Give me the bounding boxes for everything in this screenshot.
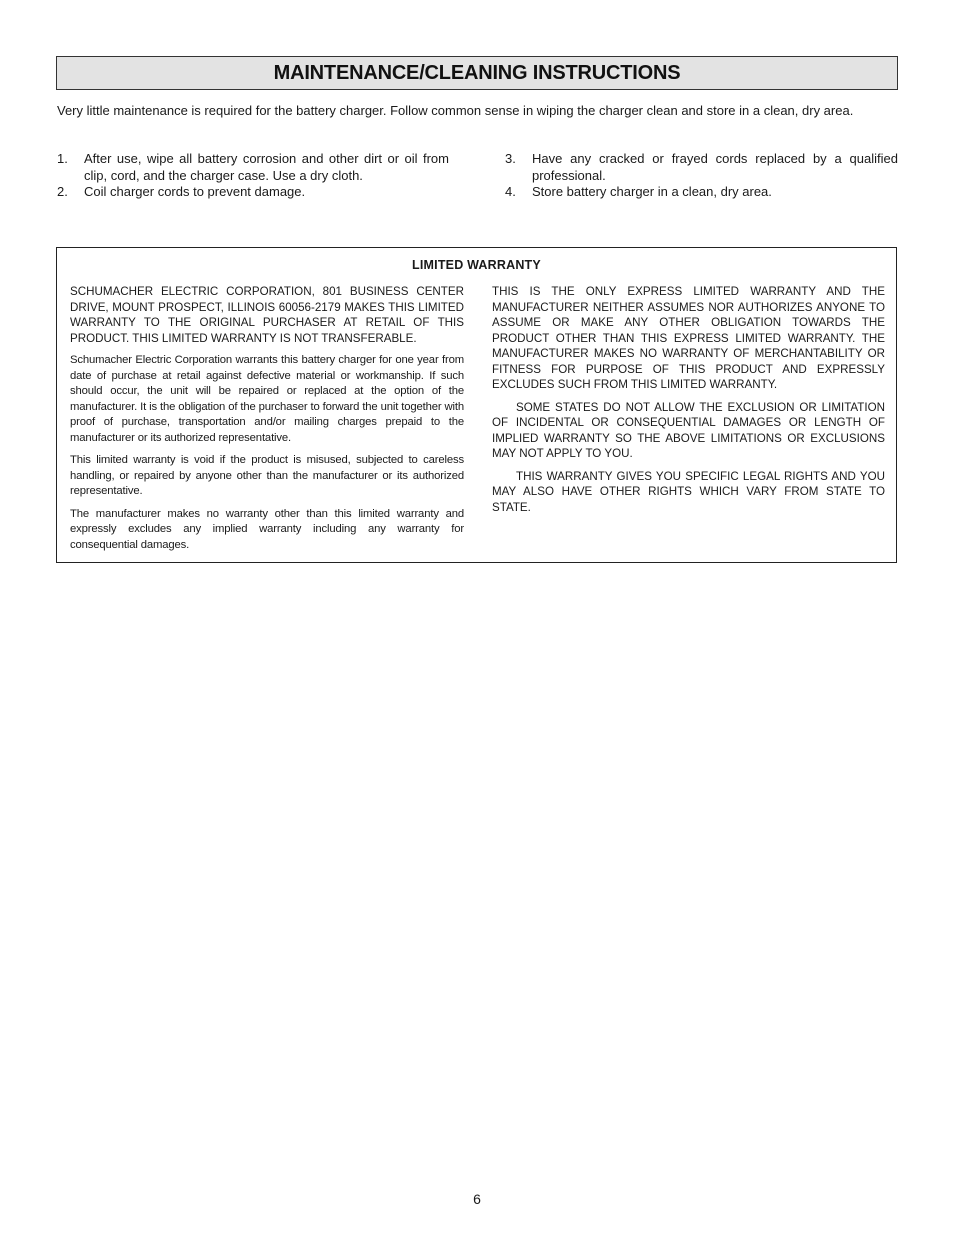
warranty-column-right [492,284,885,522]
list-item [505,151,898,184]
warranty-paragraph: This limited warranty is void if the product is misused, subjected to careless handling, or repaired by anyone other than the manufacturer or its authorized representative. [70,454,464,497]
step-text: Have any cracked or frayed cords replaced by a qualified professional. [532,151,898,183]
step-number: 2. [57,184,68,199]
maintenance-steps-left [57,151,449,201]
warranty-paragraph: SOME STATES DO NOT ALLOW THE EXCLUSION OR LIMITATION OF INCIDENTAL OR CONSEQUENTIAL DAMAGES OR LENGTH OF IMPLIED WARRANTY SO THE ABOVE LIMITATIONS OR EXCLUSIONS MAY NOT APPLY TO YOU. [492,400,885,460]
warranty-paragraph: SCHUMACHER ELECTRIC CORPORATION, 801 BUSINESS CENTER DRIVE, MOUNT PROSPECT, ILLINOIS 60056-2179 MAKES THIS LIMITED WARRANTY TO THE ORIGINAL PURCHASER AT RETAIL OF THIS PRODUCT. THIS LIMITED WARRANTY IS NOT TRANSFERABLE. [70,285,464,345]
step-text: Coil charger cords to prevent damage. [84,184,306,199]
list-item [57,151,449,184]
maintenance-steps-right [505,151,898,201]
list-item [57,184,449,201]
warranty-column-left [70,284,464,560]
step-number: 3. [505,151,516,166]
warranty-paragraph: THIS IS THE ONLY EXPRESS LIMITED WARRANTY AND THE MANUFACTURER NEITHER ASSUMES NOR AUTHORIZES ANYONE TO ASSUME OR MAKE ANY OTHER OBLIGATION TOWARDS THE PRODUCT OTHER THAN THIS EXPRESS LIMITED WARRANTY. THE MANUFACTURER MAKES NO WARRANTY OF MERCHANTABILITY OR FITNESS FOR PURPOSE OF THIS PRODUCT AND EXPRESSLY EXCLUDES SUCH FROM THIS LIMITED WARRANTY. [492,285,885,391]
page-number: 6 [473,1191,481,1207]
step-number: 1. [57,151,68,166]
warranty-paragraph: THIS WARRANTY GIVES YOU SPECIFIC LEGAL RIGHTS AND YOU MAY ALSO HAVE OTHER RIGHTS WHICH VARY FROM STATE TO STATE. [492,469,885,514]
warranty-title: LIMITED WARRANTY [412,258,541,272]
step-text: Store battery charger in a clean, dry area. [532,184,772,199]
limited-warranty-box [56,247,897,563]
list-item [505,184,898,201]
intro-paragraph: Very little maintenance is required for the battery charger. Follow common sense in wiping the charger clean and store in a clean, dry area. [57,103,854,118]
warranty-paragraph: Schumacher Electric Corporation warrants this battery charger for one year from date of purchase at retail against defective material or workmanship. If such should occur, the unit will be repaired or replaced at the option of the manufacturer. It is the obligation of the purchaser to forward the unit together with proof of purchase, transportation and/or mailing charges prepaid to the manufacturer or its authorized representative. [70,354,464,444]
warranty-paragraph: The manufacturer makes no warranty other than this limited warranty and expressly excludes any implied warranty including any warranty for consequential damages. [70,507,464,551]
page-title: MAINTENANCE/CLEANING INSTRUCTIONS [273,61,681,84]
step-text: After use, wipe all battery corrosion and other dirt or oil from clip, cord, and the charger case. Use a dry cloth. [84,151,449,183]
title-bar [56,56,898,90]
step-number: 4. [505,184,516,199]
